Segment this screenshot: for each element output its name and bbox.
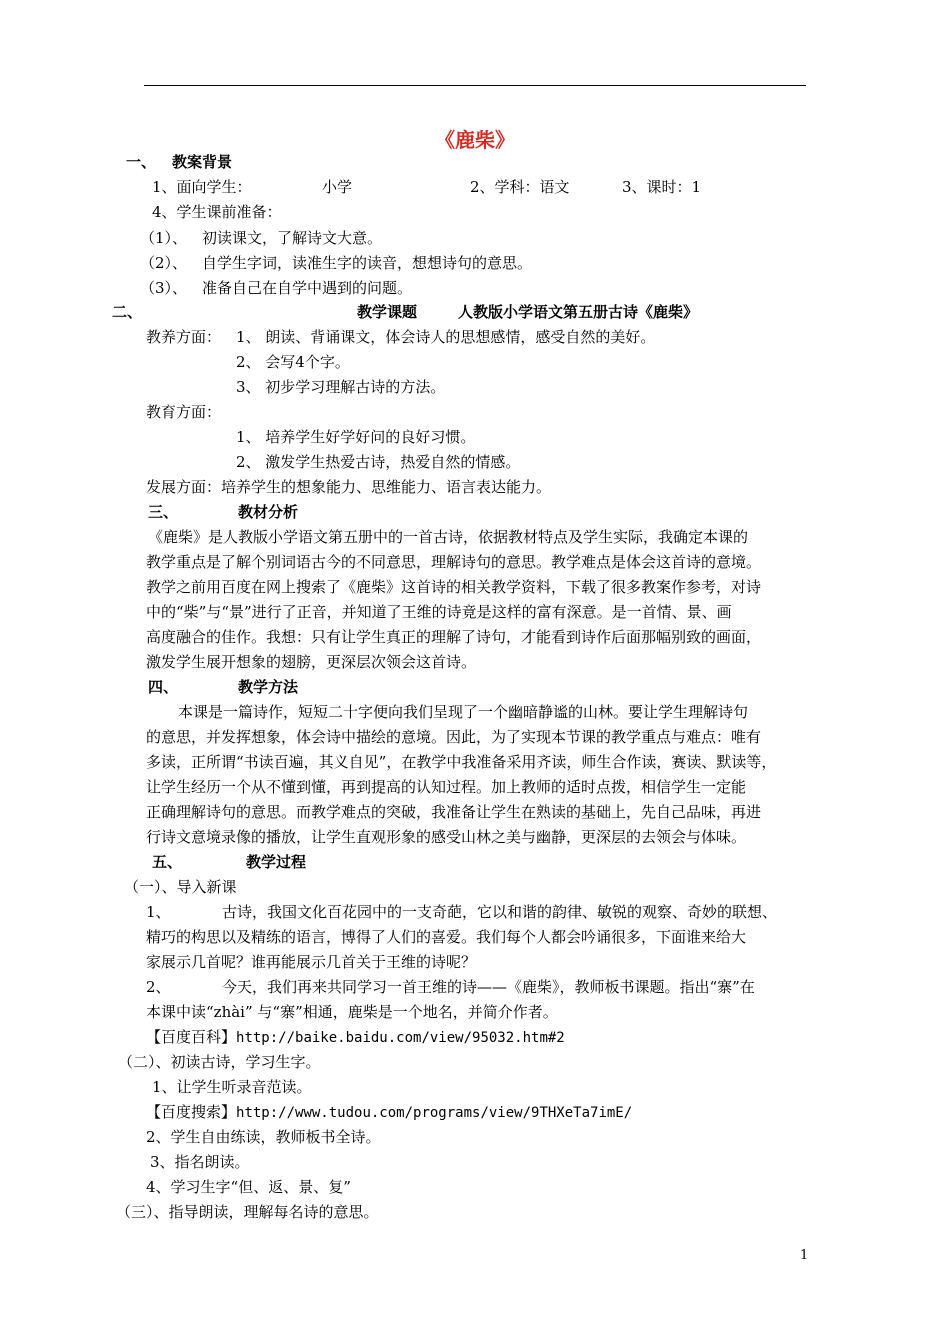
intro-item-1-line: 精巧的构思以及精练的语言，博得了人们的喜爱。我们每个人都会吟诵很多，下面谁来给大 — [146, 928, 747, 946]
section-2-heading: 教学课题 — [357, 303, 418, 321]
process-part-1-heading: （一）、导入新课 — [124, 878, 237, 896]
section-4-heading: 教学方法 — [238, 678, 299, 696]
section-4-number: 四、 — [148, 678, 179, 696]
prep-item-3-number: （3）、 — [140, 279, 188, 297]
prep-item-3-text: 准备自己在自学中遇到的问题。 — [202, 279, 413, 297]
intro-item-1-line: 古诗，我国文化百花园中的一支奇葩，它以和谐的韵律、敏锐的观察、奇妙的联想、 — [222, 903, 778, 921]
intro-item-1-number: 1、 — [146, 903, 171, 921]
education-label: 教育方面： — [146, 403, 222, 421]
analysis-line: 《鹿柴》是人教版小学语文第五册中的一首古诗，依据教材特点及学生实际，我确定本课的 — [148, 528, 749, 546]
method-line: 本课是一篇诗作，短短二十字便向我们呈现了一个幽暗静谧的山林。要让学生理解诗句 — [178, 703, 749, 721]
reading-item-4: 4、学习生字“但、返、景、复” — [146, 1178, 351, 1196]
document-title: 《鹿柴》 — [435, 128, 515, 152]
cultivation-goal-1: 1、 朗读、背诵课文，体会诗人的思想感情，感受自然的美好。 — [236, 328, 656, 346]
subject-field: 2、学科：语文 — [470, 178, 570, 196]
prep-item-1-number: （1）、 — [140, 229, 188, 247]
section-1-heading: 教案背景 — [172, 153, 233, 171]
reading-item-2: 2、学生自由练读，教师板书全诗。 — [146, 1128, 381, 1146]
baike-label: 【百度百科】 — [146, 1028, 237, 1046]
section-1-number: 一、 — [126, 153, 157, 171]
intro-item-2-line: 今天，我们再来共同学习一首王维的诗——《鹿柴》，教师板书课题。指出“寨”在 — [222, 978, 755, 996]
process-part-3-heading: （三）、指导朗读，理解每名诗的意思。 — [116, 1203, 379, 1221]
method-line: 正确理解诗句的意思。而教学难点的突破，我准备让学生在熟读的基础上，先自己品味，再进 — [146, 803, 762, 821]
education-goal-1: 1、 培养学生好学好问的良好习惯。 — [236, 428, 476, 446]
reading-item-3: 3、指名朗读。 — [150, 1153, 250, 1171]
section-5-number: 五、 — [152, 853, 183, 871]
analysis-line: 激发学生展开想象的翅膀，更深层次领会这首诗。 — [146, 653, 477, 671]
audience-label: 1、面向学生： — [152, 178, 252, 196]
page-number: 1 — [800, 1248, 809, 1263]
tudou-label: 【百度搜索】 — [146, 1103, 237, 1121]
cultivation-label: 教养方面： — [146, 328, 222, 346]
section-2-number: 二、 — [112, 303, 143, 321]
lesson-subject: 人教版小学语文第五册古诗《鹿柴》 — [458, 303, 699, 321]
baike-reference — [146, 1027, 565, 1048]
analysis-line: 高度融合的佳作。我想：只有让学生真正的理解了诗句，才能看到诗作后面那幅别致的画面， — [146, 628, 762, 646]
prep-item-2-number: （2）、 — [140, 254, 188, 272]
intro-item-1-line: 家展示几首呢？谁再能展示几首关于王维的诗呢？ — [146, 953, 477, 971]
method-line: 行诗文意境录像的播放，让学生直观形象的感受山林之美与幽静，更深层的去领会与体味。 — [146, 828, 747, 846]
tudou-link[interactable]: http://www.tudou.com/programs/view/9THXeTa7imE/ — [236, 1105, 633, 1121]
process-part-2-heading: （二）、初读古诗，学习生字。 — [118, 1053, 321, 1071]
method-line: 让学生经历一个从不懂到懂，再到提高的认知过程。加上教师的适时点拨，相信学生一定能 — [146, 778, 747, 796]
method-line: 的意思，并发挥想象，体会诗中描绘的意境。因此，为了实现本节课的教学重点与难点：唯有 — [146, 728, 762, 746]
intro-item-2-line: 本课中读“zhài” 与“寨”相通，鹿柴是一个地名，并简介作者。 — [146, 1003, 558, 1021]
cultivation-goal-3: 3、 初步学习理解古诗的方法。 — [236, 378, 446, 396]
section-5-heading: 教学过程 — [246, 853, 307, 871]
cultivation-goal-2: 2、 会写4个字。 — [236, 353, 350, 371]
header-rule — [144, 85, 806, 86]
prep-item-1-text: 初读课文，了解诗文大意。 — [202, 229, 383, 247]
prep-item-2-text: 自学生字词，读准生字的读音，想想诗句的意思。 — [202, 254, 533, 272]
baike-link[interactable]: http://baike.baidu.com/view/95032.htm#2 — [236, 1030, 565, 1046]
reading-item-1: 1、让学生听录音范读。 — [152, 1078, 312, 1096]
education-goal-2: 2、 激发学生热爱古诗，热爱自然的情感。 — [236, 453, 521, 471]
development-goal: 发展方面：培养学生的想象能力、思维能力、语言表达能力。 — [146, 478, 552, 496]
analysis-line: 中的“柴”与“景”进行了正音，并知道了王维的诗竟是这样的富有深意。是一首情、景、画 — [146, 603, 732, 621]
analysis-line: 教学重点是了解个别词语古今的不同意思，理解诗句的意思。教学难点是体会这首诗的意境。 — [146, 553, 762, 571]
section-3-number: 三、 — [148, 503, 179, 521]
tudou-reference — [146, 1102, 632, 1123]
method-line: 多读，正所谓“书读百遍，其义自见”，在教学中我准备采用齐读，师生合作读，赛读、默读等， — [146, 753, 777, 771]
intro-item-2-number: 2、 — [146, 978, 171, 996]
class-hours-field: 3、课时：1 — [622, 178, 702, 196]
section-3-heading: 教材分析 — [238, 503, 299, 521]
preparation-label: 4、学生课前准备： — [152, 203, 282, 221]
analysis-line: 教学之前用百度在网上搜索了《鹿柴》这首诗的相关教学资料，下载了很多教案作参考，对诗 — [146, 578, 762, 596]
audience-value: 小学 — [322, 178, 353, 196]
